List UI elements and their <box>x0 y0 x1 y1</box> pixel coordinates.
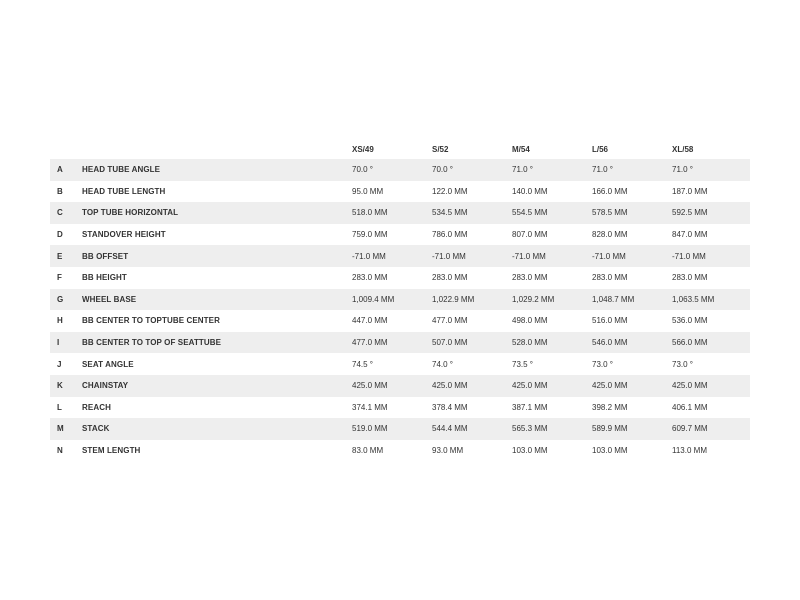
row-value: -71.0 MM <box>672 251 706 261</box>
row-value: -71.0 MM <box>432 251 466 261</box>
row-letter: E <box>57 251 63 261</box>
row-label: BB HEIGHT <box>82 273 127 283</box>
row-label: STANDOVER HEIGHT <box>82 230 166 240</box>
table-row <box>50 181 750 203</box>
row-value: 283.0 MM <box>352 273 388 283</box>
row-letter: F <box>57 273 62 283</box>
row-letter: D <box>57 230 63 240</box>
row-value: 374.1 MM <box>352 402 388 412</box>
row-value: -71.0 MM <box>592 251 626 261</box>
row-value: 71.0 ° <box>512 165 533 175</box>
row-value: 828.0 MM <box>592 230 628 240</box>
row-value: 406.1 MM <box>672 402 708 412</box>
row-value: 578.5 MM <box>592 208 628 218</box>
row-value: 71.0 ° <box>672 165 693 175</box>
table-row <box>50 245 750 267</box>
row-value: 74.0 ° <box>432 359 453 369</box>
row-value: 122.0 MM <box>432 186 468 196</box>
row-letter: G <box>57 294 64 304</box>
row-letter: B <box>57 186 63 196</box>
row-value: 1,063.5 MM <box>672 294 715 304</box>
row-value: 554.5 MM <box>512 208 548 218</box>
row-value: 187.0 MM <box>672 186 708 196</box>
table-row <box>50 159 750 181</box>
table-row <box>50 224 750 246</box>
row-label: HEAD TUBE ANGLE <box>82 165 161 175</box>
row-label: CHAINSTAY <box>82 381 129 391</box>
row-value: 534.5 MM <box>432 208 468 218</box>
row-value: 565.3 MM <box>512 424 548 434</box>
row-value: 1,029.2 MM <box>512 294 555 304</box>
table-row <box>50 418 750 440</box>
row-value: 70.0 ° <box>352 165 373 175</box>
table-row <box>50 310 750 332</box>
row-value: 592.5 MM <box>672 208 708 218</box>
row-letter: I <box>57 338 60 348</box>
row-value: 103.0 MM <box>592 446 628 456</box>
table-row <box>50 353 750 375</box>
row-value: 589.9 MM <box>592 424 628 434</box>
table-row <box>50 440 750 462</box>
row-value: 498.0 MM <box>512 316 548 326</box>
row-value: 70.0 ° <box>432 165 453 175</box>
column-header-m: M/54 <box>512 144 530 154</box>
row-letter: M <box>57 424 64 434</box>
row-value: 786.0 MM <box>432 230 468 240</box>
row-letter: J <box>57 359 62 369</box>
row-value: 566.0 MM <box>672 338 708 348</box>
row-value: 609.7 MM <box>672 424 708 434</box>
row-value: 74.5 ° <box>352 359 373 369</box>
row-value: 518.0 MM <box>352 208 388 218</box>
row-value: 378.4 MM <box>432 402 468 412</box>
row-value: 387.1 MM <box>512 402 548 412</box>
row-value: 71.0 ° <box>592 165 613 175</box>
row-value: 103.0 MM <box>512 446 548 456</box>
row-value: 283.0 MM <box>512 273 548 283</box>
row-value: 425.0 MM <box>512 381 548 391</box>
row-value: 140.0 MM <box>512 186 548 196</box>
row-label: TOP TUBE HORIZONTAL <box>82 208 179 218</box>
row-value: 516.0 MM <box>592 316 628 326</box>
row-label: HEAD TUBE LENGTH <box>82 186 166 196</box>
row-value: -71.0 MM <box>352 251 386 261</box>
row-label: BB CENTER TO TOPTUBE CENTER <box>82 316 220 326</box>
row-value: 528.0 MM <box>512 338 548 348</box>
row-value: 507.0 MM <box>432 338 468 348</box>
row-value: 73.0 ° <box>592 359 613 369</box>
row-value: 425.0 MM <box>592 381 628 391</box>
row-label: SEAT ANGLE <box>82 359 134 369</box>
row-value: 73.0 ° <box>672 359 693 369</box>
row-value: 73.5 ° <box>512 359 533 369</box>
row-value: 477.0 MM <box>352 338 388 348</box>
row-value: 113.0 MM <box>672 446 707 456</box>
row-label: BB OFFSET <box>82 251 129 261</box>
row-value: 1,009.4 MM <box>352 294 395 304</box>
row-value: 807.0 MM <box>512 230 548 240</box>
table-row <box>50 332 750 354</box>
row-letter: A <box>57 165 63 175</box>
row-value: 83.0 MM <box>352 446 384 456</box>
row-letter: K <box>57 381 63 391</box>
row-letter: C <box>57 208 63 218</box>
row-label: STEM LENGTH <box>82 446 141 456</box>
row-label: BB CENTER TO TOP OF SEATTUBE <box>82 338 222 348</box>
column-header-xl: XL/58 <box>672 144 694 154</box>
row-value: 283.0 MM <box>592 273 628 283</box>
table-row <box>50 267 750 289</box>
column-header-xs: XS/49 <box>352 144 374 154</box>
table-row <box>50 397 750 419</box>
row-value: 759.0 MM <box>352 230 388 240</box>
row-letter: H <box>57 316 63 326</box>
row-value: 425.0 MM <box>432 381 468 391</box>
row-value: 93.0 MM <box>432 446 464 456</box>
row-value: 544.4 MM <box>432 424 468 434</box>
row-label: REACH <box>82 402 111 412</box>
geometry-table <box>50 139 750 461</box>
row-value: 425.0 MM <box>672 381 708 391</box>
table-row <box>50 289 750 311</box>
row-value: 546.0 MM <box>592 338 628 348</box>
row-value: -71.0 MM <box>512 251 546 261</box>
column-header-l: L/56 <box>592 144 609 154</box>
row-value: 425.0 MM <box>352 381 388 391</box>
row-value: 847.0 MM <box>672 230 708 240</box>
table-row <box>50 202 750 224</box>
row-label: WHEEL BASE <box>82 294 137 304</box>
table-body <box>50 159 750 461</box>
row-value: 398.2 MM <box>592 402 628 412</box>
row-value: 1,022.9 MM <box>432 294 475 304</box>
row-value: 447.0 MM <box>352 316 388 326</box>
row-value: 283.0 MM <box>672 273 708 283</box>
table-row <box>50 375 750 397</box>
row-value: 166.0 MM <box>592 186 628 196</box>
row-label: STACK <box>82 424 110 434</box>
row-value: 519.0 MM <box>352 424 388 434</box>
row-value: 1,048.7 MM <box>592 294 635 304</box>
row-letter: L <box>57 402 62 412</box>
row-value: 95.0 MM <box>352 186 384 196</box>
row-value: 283.0 MM <box>432 273 468 283</box>
table-header-row <box>50 139 750 159</box>
row-value: 477.0 MM <box>432 316 468 326</box>
row-letter: N <box>57 446 63 456</box>
column-header-s: S/52 <box>432 144 449 154</box>
row-value: 536.0 MM <box>672 316 708 326</box>
